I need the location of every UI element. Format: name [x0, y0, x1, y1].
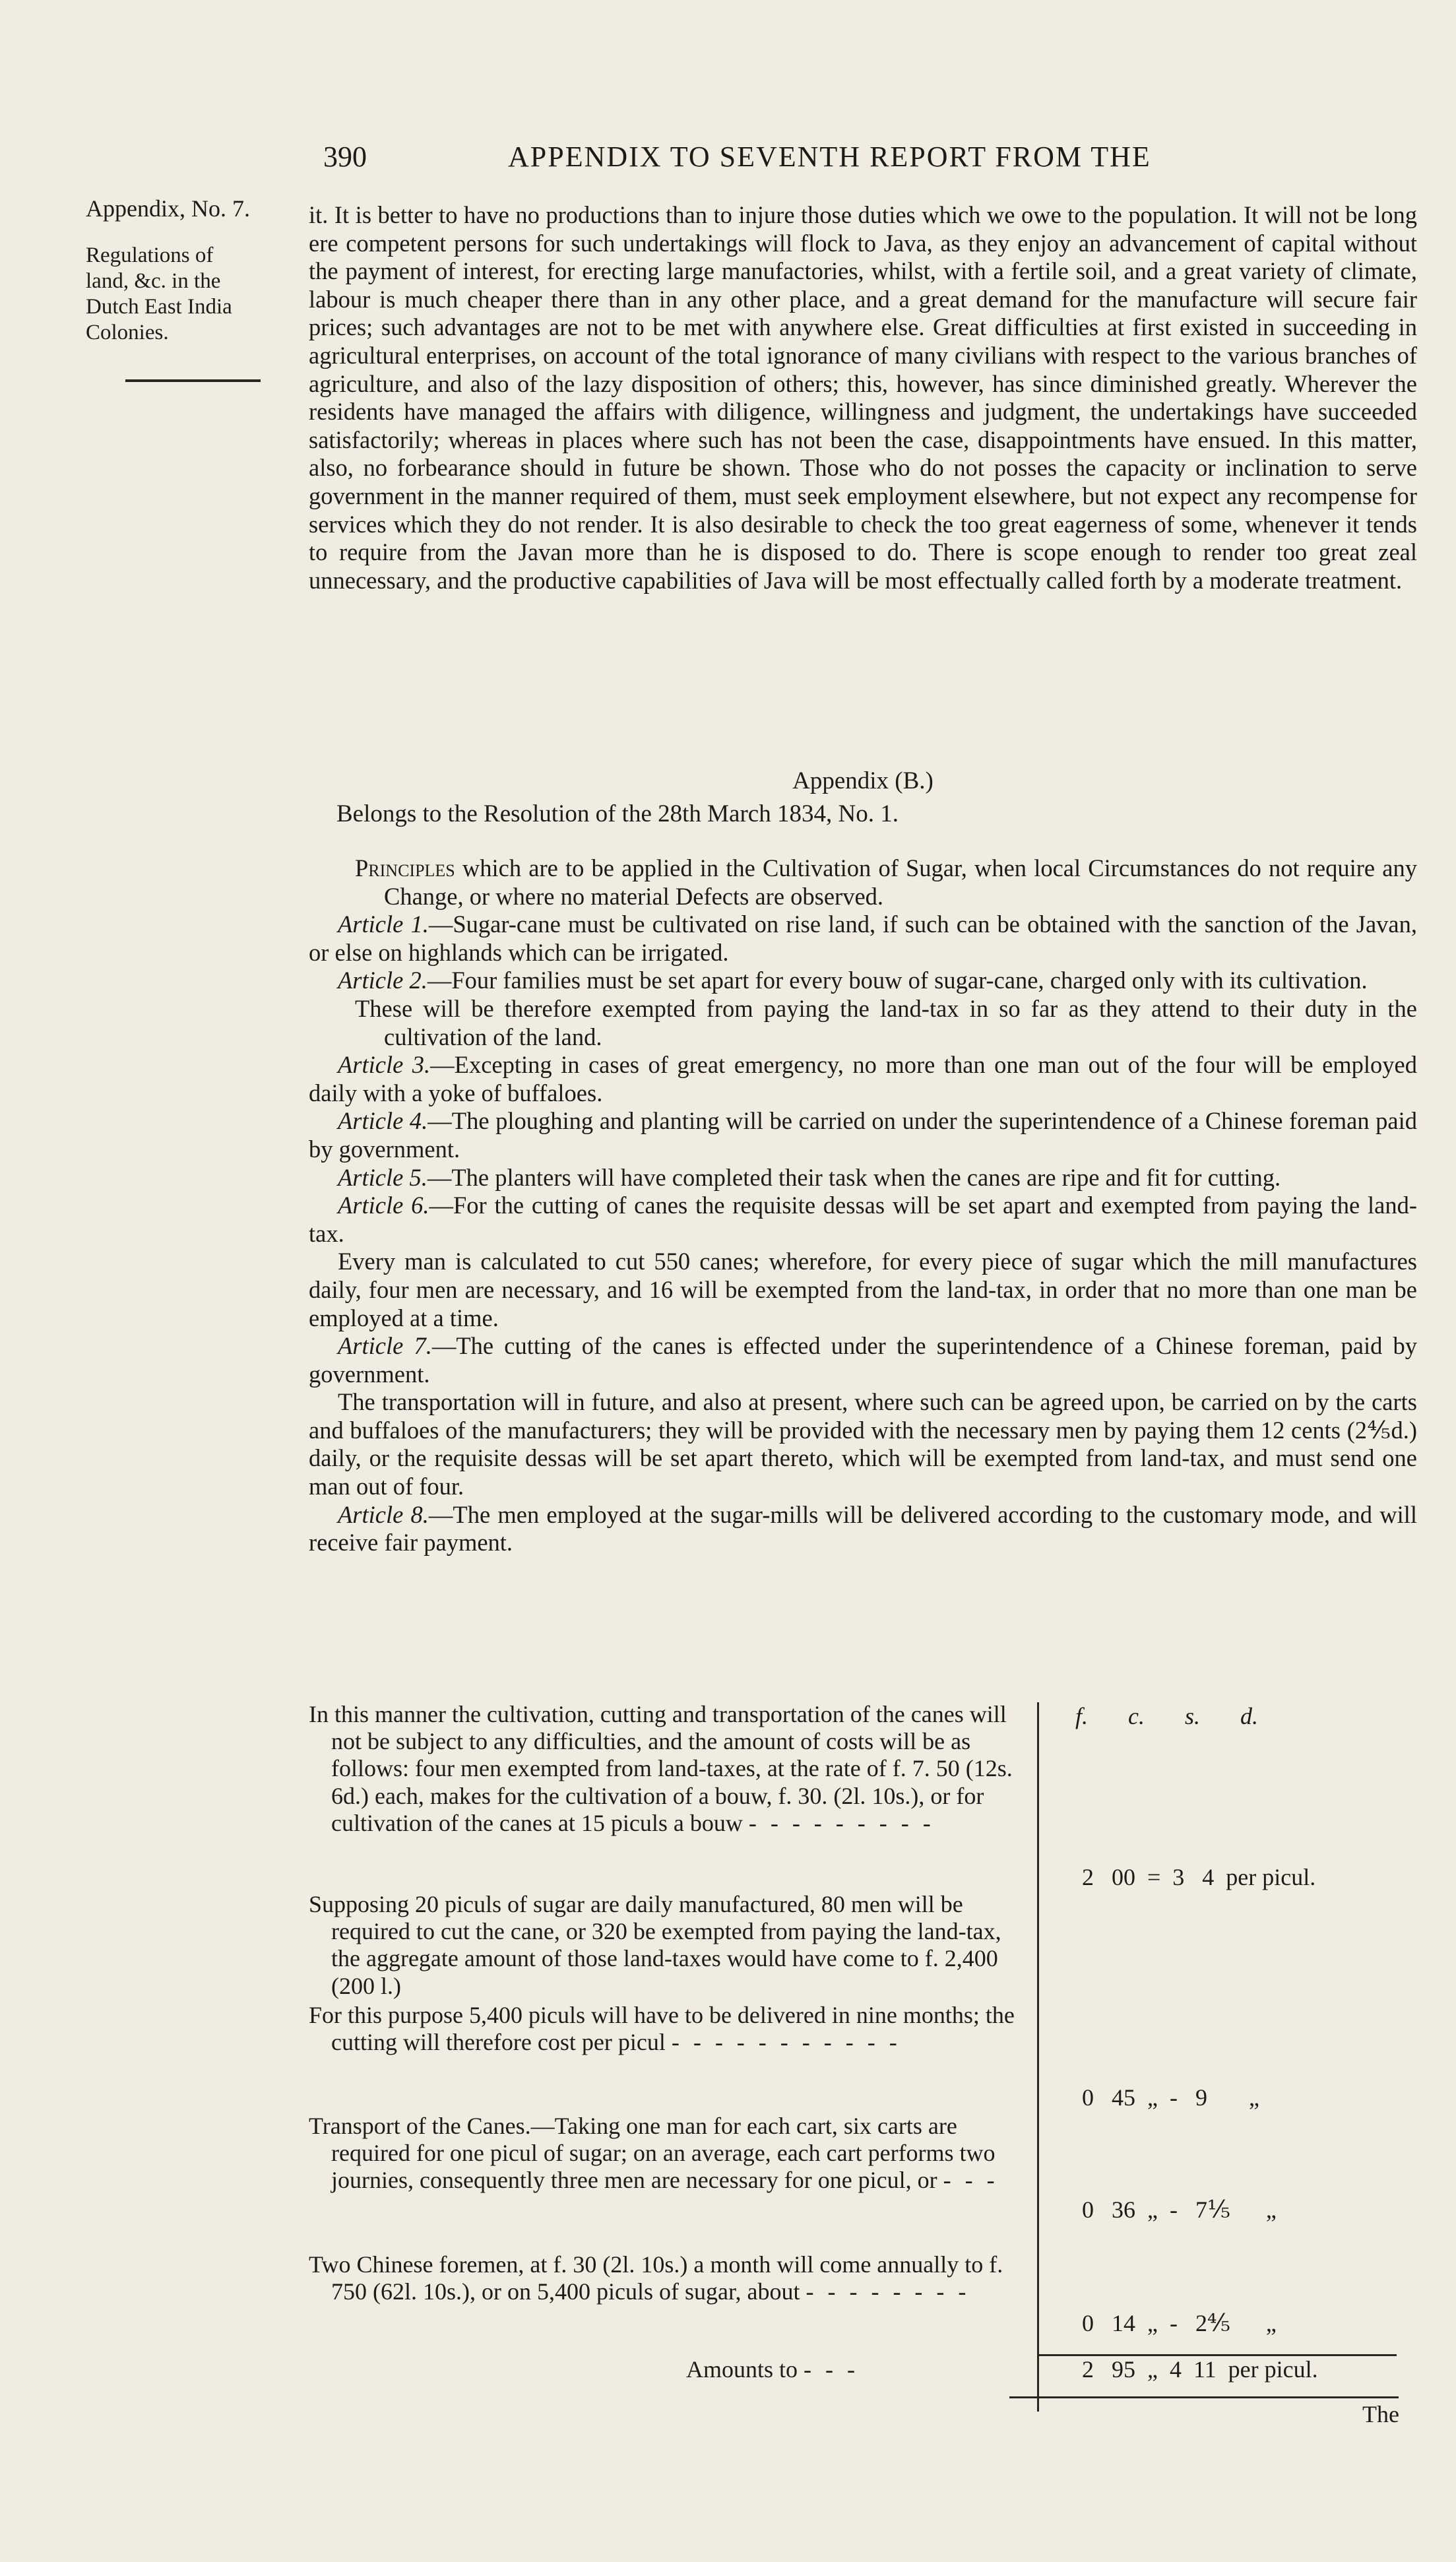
cost-value: 0 45 „ - 9 „ — [1082, 2084, 1259, 2111]
page-number: 390 — [323, 141, 367, 173]
header-cents: c. — [1128, 1703, 1145, 1729]
header-pence: d. — [1240, 1703, 1259, 1729]
cost-item — [309, 2251, 1015, 2305]
article-label: Article 7. — [338, 1332, 432, 1360]
article — [309, 1107, 1417, 1163]
article-label: Article 3. — [338, 1051, 431, 1079]
side-note-line: Dutch East India — [86, 295, 232, 319]
cost-value: 0 14 „ - 2⅘ „ — [1082, 2310, 1277, 2336]
article — [309, 1332, 1417, 1388]
article-continuation — [309, 995, 1417, 1051]
intro-paragraph: it. It is better to have no productions than to injure those duties which we owe to the population. It will not be long ere competent persons for such undertakings will flock to Java, as they enjoy an advancement of capital without the payment of interest, for erecting large manufactories, whilst, with a fertile soil, and a great variety of climate, labour is much cheaper there than in any other place, and a great demand for the manufacture will secure fair prices; such advantages are not to be met with anywhere else. Great difficulties at first existed in succeeding in agricultural enterprises, on account of the total ignorance of many civilians with respect to the various branches of agriculture, and also of the lazy disposition of others; this, however, has since diminished greatly. Wherever the residents have managed the affairs with diligence, willingness and judgment, the undertakings have succeeded satisfactorily; whereas in places where such has not been the case, disappointments have ensued. In this matter, also, no forbearance should in future be shown. Those who do not posses the capacity or inclination to serve government in the manner required of them, must seek employment elsewhere, but not expect any recompense for services which they do not render. It is also desirable to check the too great eagerness of some, whenever it tends to require from the Javan more than he is disposed to do. There is scope enough to render too great zeal unnecessary, and the productive capabilities of Java will be most effectually called forth by a moderate treatment. — [309, 201, 1417, 594]
article-label: Article 1. — [338, 911, 429, 938]
article-label: Article 4. — [338, 1107, 428, 1135]
articles-section — [309, 854, 1417, 1557]
resolution-line: Belongs to the Resolution of the 28th March 1834, No. 1. — [336, 800, 899, 827]
cost-item — [309, 1701, 1015, 1837]
article-text: —Sugar-cane must be cultivated on rise land, if such can be obtained with the sanction of the Javan, or else on highlands which can be irrigated. — [309, 911, 1417, 966]
cost-item-text: Transport of the Canes.—Taking one man for each cart, six carts are required for one picul of sugar; on an average, each cart performs two journies, consequently three men are necessary for one picul, or - - - — [309, 2113, 999, 2194]
article — [309, 1192, 1417, 1248]
cost-item-text: Two Chinese foremen, at f. 30 (2l. 10s.) a month will come annually to f. 750 (62l. 10s.), or on 5,400 piculs of sugar, about - - - - - - - - — [309, 2251, 1003, 2305]
cost-item-text: In this manner the cultivation, cutting and transportation of the canes will not be subject to any difficulties, and the amount of costs will be as follows: four men exempted from land-taxes, at the rate of f. 7. 50 (12s. 6d.) each, makes for the cultivation of a bouw, f. 30. (2l. 10s.), or for cultivation of the canes at 15 piculs a bouw - - - - - - - - - — [309, 1701, 1013, 1836]
side-note-line: Colonies. — [86, 321, 169, 344]
article-text: —The men employed at the sugar-mills will be delivered according to the customary mode, and will receive fair payment. — [309, 1500, 1418, 1556]
header-florins: f. — [1075, 1703, 1089, 1729]
side-note-title: Appendix, No. 7. — [86, 195, 250, 222]
article — [309, 911, 1417, 967]
table-bottom-rule — [1009, 2396, 1399, 2398]
cost-item-text: For this purpose 5,400 piculs will have to be delivered in nine months; the cutting will therefore cost per picul - - - - - - - - - - - — [309, 2002, 1015, 2056]
side-note-line: land, &c. in the — [86, 269, 221, 293]
side-note-rule — [125, 379, 261, 382]
article-text: The transportation will in future, and also at present, where such can be agreed upon, be carried on by the carts and buffaloes of the manufacturers; they will be provided with the necessary men by paying them 12 cents (2⅘d.) daily, or the requisite dessas will be set apart thereto, which will be exempted from land-tax, and must send one man out of four. — [309, 1388, 1417, 1500]
article-text: —Excepting in cases of great emergency, no more than one man out of the four will be employed daily with a yoke of buffaloes. — [309, 1051, 1417, 1106]
body-text-intro — [309, 201, 1417, 594]
article-text: —The ploughing and planting will be carried on under the superintendence of a Chinese foreman paid by government. — [309, 1107, 1417, 1163]
article — [309, 1051, 1417, 1107]
total-value: 2 95 „ 4 11 per picul. — [1082, 2356, 1318, 2383]
cost-item — [309, 2113, 1015, 2194]
principles-lead: Principles — [355, 854, 455, 881]
cost-value: 0 36 „ - 7⅕ „ — [1082, 2196, 1277, 2223]
article-text: —For the cutting of canes the requisite dessas will be set apart and exempted from paying the land-tax. — [309, 1192, 1418, 1247]
principles-rest: which are to be applied in the Cultivation of Sugar, when local Circumstances do not require any Change, or where no material Defects are observed. — [384, 854, 1417, 910]
running-head: APPENDIX TO SEVENTH REPORT FROM THE — [508, 141, 1151, 173]
principles-heading — [309, 854, 1417, 911]
cost-item — [309, 1891, 1015, 2000]
article — [309, 967, 1417, 995]
article-label: Article 6. — [338, 1192, 429, 1219]
article-label: Article 2. — [338, 967, 427, 994]
appendix-heading: Appendix (B.) — [792, 767, 934, 794]
article-label: Article 8. — [338, 1500, 429, 1528]
article-continuation — [309, 1388, 1417, 1500]
article-text: Every man is calculated to cut 550 canes; wherefore, for every piece of sugar which the mill manufactures daily, four men are necessary, and 16 will be exempted from the land-tax, in order that no more than one man be employed at a time. — [309, 1248, 1417, 1331]
cost-item — [309, 2002, 1015, 2056]
header-shillings: s. — [1185, 1703, 1201, 1729]
catchword: The — [1362, 2401, 1399, 2427]
total-label: Amounts to - - - — [686, 2356, 859, 2383]
currency-headers — [1075, 1702, 1258, 1730]
cost-value: 2 00 = 3 4 per picul. — [1082, 1864, 1316, 1890]
article-continuation — [309, 1248, 1417, 1332]
article-text: —The cutting of the canes is effected under the superintendence of a Chinese foreman, paid by government. — [309, 1332, 1418, 1388]
article-label: Article 5. — [338, 1163, 427, 1191]
side-note — [86, 243, 303, 346]
article-text: —The planters will have completed their task when the canes are ripe and fit for cutting. — [427, 1163, 1281, 1191]
article-text: These will be therefore exempted from paying the land-tax in so far as they attend to their duty in the cultivation of the land. — [355, 994, 1417, 1050]
table-column-rule — [1037, 1702, 1039, 2412]
article-text: —Four families must be set apart for every bouw of sugar-cane, charged only with its cultivation. — [427, 967, 1368, 994]
cost-item-text: Supposing 20 piculs of sugar are daily manufactured, 80 men will be required to cut the cane, or 320 be exempted from paying the land-tax, the aggregate amount of those land-taxes would have come to f. 2,400 (200 l.) — [309, 1891, 1001, 1999]
article — [309, 1164, 1417, 1192]
article — [309, 1501, 1417, 1557]
side-note-line: Regulations of — [86, 243, 214, 267]
